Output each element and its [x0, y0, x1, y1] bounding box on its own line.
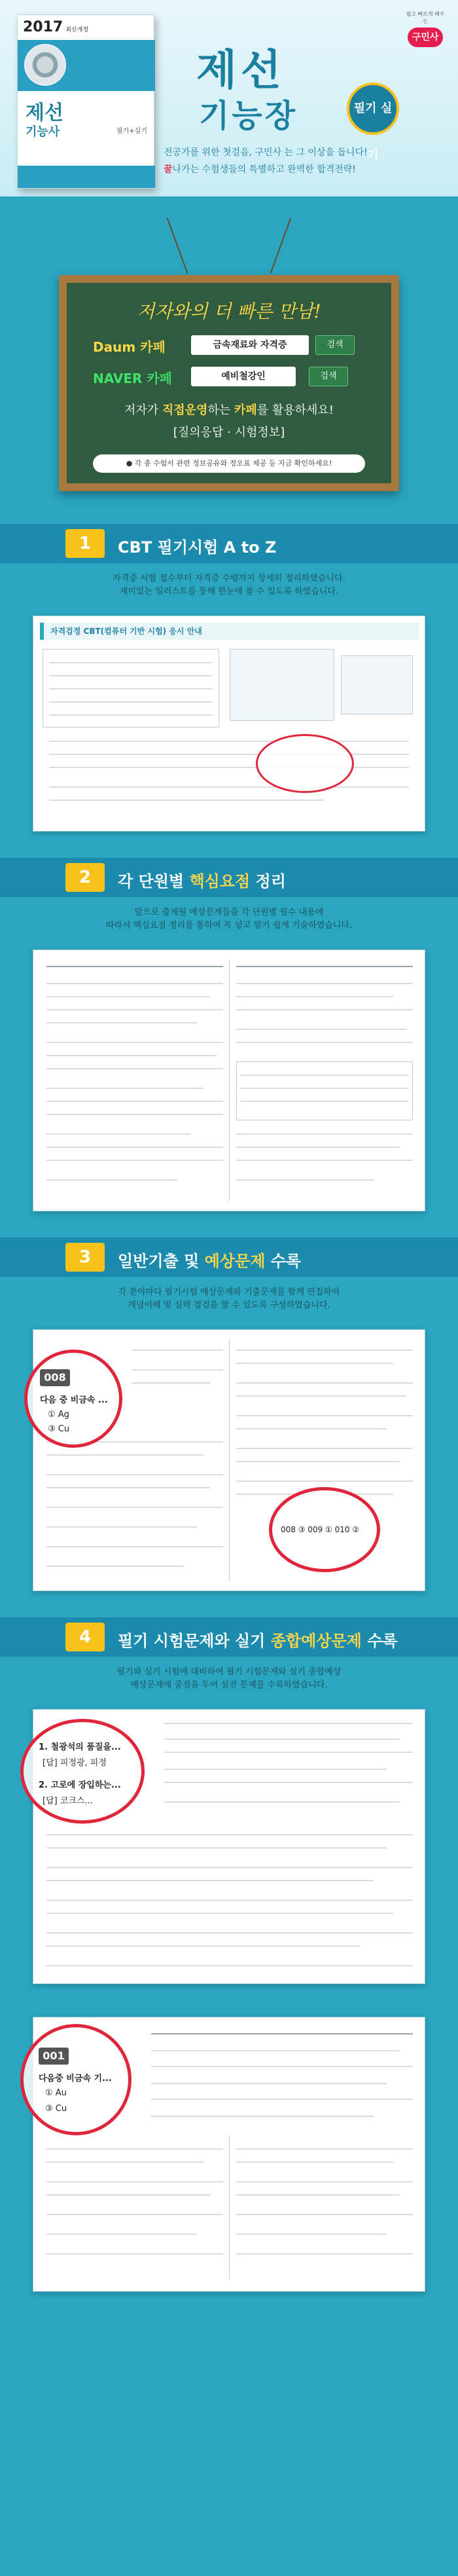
book-year: 2017 최신개정: [23, 19, 89, 35]
section-1-desc: 자격증 시험 접수부터 자격증 수령까지 상세히 정리하였습니다. 재미있는 일러스트를 통해 한눈에 볼 수 있도록 하였습니다.: [113, 574, 345, 597]
daum-brand: Daum 카페: [93, 339, 166, 355]
hero-banner: [0, 0, 458, 196]
cafe-board-section: [0, 196, 458, 498]
written-question-text: 다음중 비금속 기...: [39, 2074, 112, 2084]
hero-badge: 필기 실기: [347, 83, 399, 135]
written-option-3: ③ Cu: [45, 2104, 67, 2114]
section-3-desc: 각 분야마다 필기시험 예상문제와 기출문제를 함께 편집하여 개념이해 및 실력 점검을 할 수 있도록 구성하였습니다.: [118, 1287, 340, 1310]
naver-brand: NAVER 카페: [93, 371, 173, 386]
answer-key: 008 ③ 009 ① 010 ②: [281, 1525, 360, 1534]
section-4-header: [0, 1617, 458, 1657]
section-4-title: 필기 시험문제와 실기 종합예상문제 수록: [118, 1632, 398, 1650]
daum-cafe-row: [93, 333, 374, 359]
book-title: 제선: [26, 101, 63, 124]
book-cover: [17, 14, 154, 189]
section-3-number: 3: [65, 1243, 105, 1272]
sample-screen-2: [341, 655, 413, 714]
naver-cafe-row: [93, 364, 374, 390]
section-3-sample: [33, 1329, 425, 1591]
gear-icon: [24, 44, 66, 86]
hero-tagline: 전공가를 위한 첫걸음, 구민사 는 그 이상을 돕니다!: [164, 147, 368, 158]
sample-table-2: [236, 1061, 413, 1120]
book-footer: [18, 166, 155, 188]
written-question-number: 001: [39, 2048, 69, 2065]
question-option-1: ① Ag: [48, 1410, 69, 1420]
publisher-tagline: 쉽고 빠르게 배우는: [406, 11, 445, 24]
board-hanger: [137, 216, 321, 268]
book-tag: 필기+실기: [116, 128, 147, 135]
board-subtext: [질의응답 · 시험정보]: [173, 426, 285, 439]
section-4-desc: 필기와 실기 시험에 대비하여 필기 시험문제와 실기 종합예상 예상문제에 중점을 두어 실전 문제를 수록하였습니다.: [116, 1667, 342, 1690]
hero-tagline-2: 꿀나가는 수험생들의 특별하고 완벽한 합격전략!: [164, 164, 356, 175]
hero-subtitle: 기능장: [199, 98, 298, 134]
section-1-number: 1: [65, 529, 105, 558]
section-2-title: 각 단원별 핵심요점 정리: [118, 872, 286, 891]
section-2-header: [0, 858, 458, 897]
question-text: 다음 중 비금속 ...: [40, 1395, 108, 1405]
practical-question-1: 1. 철광석의 품질을...: [39, 1742, 121, 1752]
board-message: 저자가 직접운영하는 카페를 활용하세요!: [124, 403, 334, 417]
section-1-header: [0, 524, 458, 563]
section-4-sample-a: [33, 1709, 425, 1984]
publisher-logo: [406, 10, 445, 46]
section-2-desc: 앞으로 출제될 예상문제들을 각 단원별 필수 내용에 따라서 핵심요점 정리를 통하여 꼭 넣고 알기 쉽게 기술하였습니다.: [105, 908, 353, 930]
section-3-title: 일반기출 및 예상문제 수록: [118, 1252, 302, 1270]
question-option-3: ③ Cu: [48, 1424, 70, 1434]
practical-question-2: 2. 고로에 장입하는...: [39, 1780, 121, 1790]
board-note: ● 각 종 수험서 관련 정보공유와 정오표 제공 등 지금 확인하세요!: [93, 454, 365, 473]
section-2-number: 2: [65, 863, 105, 892]
daum-search-box[interactable]: 금속재료와 자격증: [191, 335, 309, 355]
practical-answer-1: [답] 피정광, 피정: [43, 1758, 107, 1768]
zoom-ring-practical: [20, 1719, 145, 1824]
sample-highlight-ring: [256, 734, 354, 793]
practical-answer-2: [답] 코크스...: [43, 1796, 93, 1806]
section-2-sample: [33, 949, 425, 1211]
section-1-sample: [33, 616, 425, 832]
sample-screen: [230, 649, 334, 721]
written-option-1: ① Au: [45, 2088, 67, 2098]
section-1-title: CBT 필기시험 A to Z: [118, 538, 277, 557]
section-4-sample-b: [33, 2017, 425, 2292]
section-3-header: [0, 1238, 458, 1277]
naver-search-button[interactable]: 검색: [309, 367, 348, 386]
board-title: 저자와의 더 빠른 만남!: [137, 301, 321, 322]
naver-search-box[interactable]: 예비철강인: [191, 367, 296, 386]
sample-header: 자격검정 CBT(컴퓨터 기반 시험) 응시 안내: [40, 623, 419, 640]
question-number: 008: [40, 1369, 70, 1386]
chalkboard: [59, 275, 399, 491]
hero-title: 제선: [196, 46, 285, 95]
section-4-number: 4: [65, 1623, 105, 1651]
book-subtitle: 기능사: [26, 125, 60, 139]
publisher-mark: 구민사: [408, 28, 443, 47]
daum-search-button[interactable]: 검색: [315, 335, 355, 355]
